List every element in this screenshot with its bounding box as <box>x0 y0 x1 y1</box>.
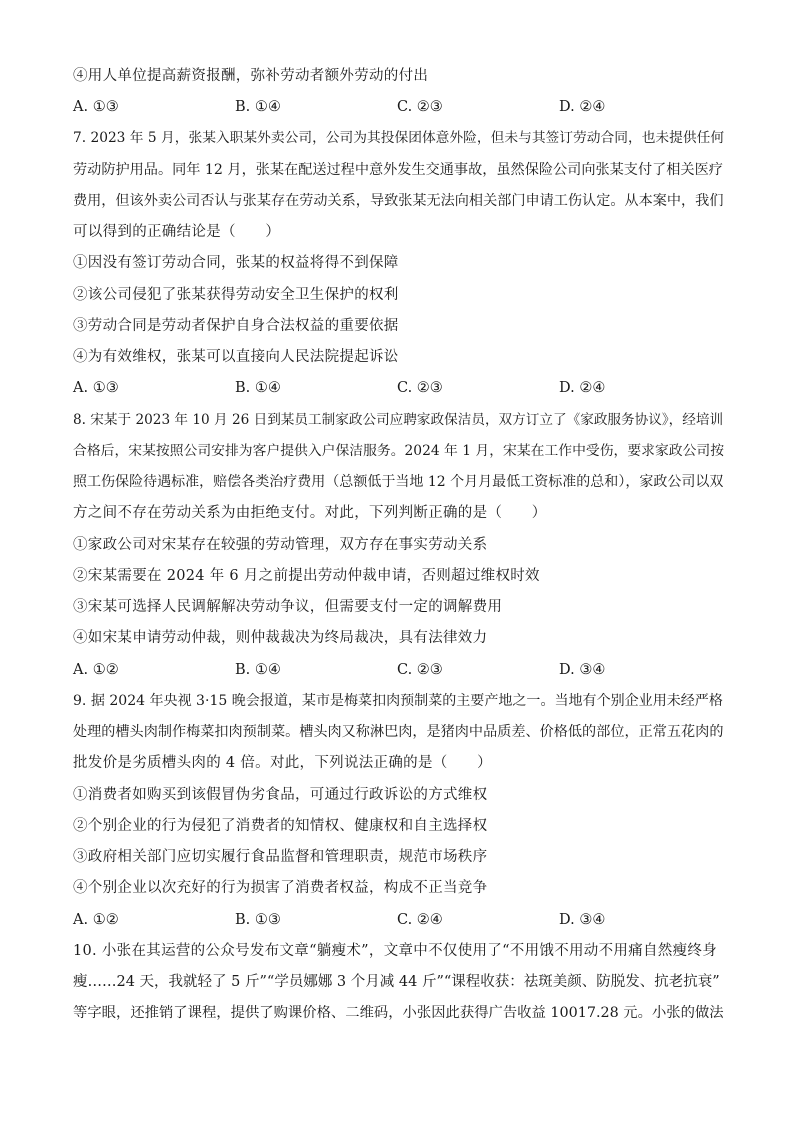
q8-option-c[interactable]: C. ②③ <box>397 662 443 678</box>
q9-option-b[interactable]: B. ①③ <box>235 912 281 928</box>
q9-option-c[interactable]: C. ②④ <box>397 912 443 928</box>
q7-stem-line: 7. 2023 年 5 月，张某入职某外卖公司，公司为其投保团体意外险，但未与其签订劳动合同，也未提供任何 <box>73 130 725 146</box>
q7-item-4: ④为有效维权，张某可以直接向人民法院提起诉讼 <box>73 349 399 365</box>
q8-stem-line: 8. 宋某于 2023 年 10 月 26 日到某员工制家政公司应聘家政保洁员，双方订立了《家政服务协议》，经培训 <box>73 412 724 428</box>
q9-item-1: ①消费者如购买到该假冒伪劣食品，可通过行政诉讼的方式维权 <box>73 787 488 803</box>
q8-option-a[interactable]: A. ①② <box>73 662 119 678</box>
q6-option-b[interactable]: B. ①④ <box>235 99 281 115</box>
q10-stem-line: 等字眼，还推销了课程，提供了购课价格、二维码，小张因此获得广告收益 10017.28 元。小张的做法 <box>73 1005 724 1021</box>
q9-option-d[interactable]: D. ③④ <box>559 912 606 928</box>
q7-option-a[interactable]: A. ①③ <box>73 380 119 396</box>
q7-option-b[interactable]: B. ①④ <box>235 380 281 396</box>
q8-item-4: ④如宋某申请劳动仲裁，则仲裁裁决为终局裁决，具有法律效力 <box>73 630 488 646</box>
q7-stem-line: 费用，但该外卖公司否认与张某存在劳动关系，导致张某无法向相关部门申请工伤认定。从本案中，我们 <box>73 193 724 209</box>
q9-item-3: ③政府相关部门应切实履行食品监督和管理职责，规范市场秩序 <box>73 849 488 865</box>
q7-option-d[interactable]: D. ②④ <box>559 380 606 396</box>
q8-option-d[interactable]: D. ③④ <box>559 662 606 678</box>
q9-option-a[interactable]: A. ①② <box>73 912 119 928</box>
q10-stem-line: 瘦……24 天，我就轻了 5 斤”“学员娜娜 3 个月减 44 斤”“课程收获：祛斑美颜、防脱发、抗老抗衰” <box>73 974 720 990</box>
q7-stem-line: 可以得到的正确结论是（ ） <box>73 224 281 240</box>
q9-item-2: ②个别企业的行为侵犯了消费者的知情权、健康权和自主选择权 <box>73 818 488 834</box>
q7-item-3: ③劳动合同是劳动者保护自身合法权益的重要依据 <box>73 318 399 334</box>
q8-item-1: ①家政公司对宋某存在较强的劳动管理，双方存在事实劳动关系 <box>73 537 488 553</box>
q8-options <box>73 660 733 680</box>
q9-stem-line: 9. 据 2024 年央视 3·15 晚会报道，某市是梅菜扣肉预制菜的主要产地之一。当地有个别企业用未经严格 <box>73 693 723 709</box>
q6-option-d[interactable]: D. ②④ <box>559 99 606 115</box>
q10-stem-line: 10. 小张在其运营的公众号发布文章“躺瘦术”，文章中不仅使用了“不用饿不用动不用痛自然瘦终身 <box>73 943 718 959</box>
q8-item-3: ③宋某可选择人民调解解决劳动争议，但需要支付一定的调解费用 <box>73 599 503 615</box>
q7-item-2: ②该公司侵犯了张某获得劳动安全卫生保护的权利 <box>73 287 399 303</box>
q8-item-2: ②宋某需要在 2024 年 6 月之前提出劳动仲裁申请，否则超过维权时效 <box>73 568 540 584</box>
q8-option-b[interactable]: B. ①④ <box>235 662 281 678</box>
q7-options <box>73 378 733 398</box>
q6-option-c[interactable]: C. ②③ <box>397 99 443 115</box>
q9-item-4: ④个别企业以次充好的行为损害了消费者权益，构成不正当竞争 <box>73 880 488 896</box>
q7-stem-line: 劳动防护用品。同年 12 月，张某在配送过程中意外发生交通事故，虽然保险公司向张某支付了相关医疗 <box>73 162 723 178</box>
q8-stem-line: 合格后，宋某按照公司安排为客户提供入户保洁服务。2024 年 1 月，宋某在工作中受伤，要求家政公司按 <box>73 443 725 459</box>
q6-options <box>73 97 733 117</box>
q9-stem-line: 处理的槽头肉制作梅菜扣肉预制菜。槽头肉又称淋巴肉，是猪肉中品质差、价格低的部位，正常五花肉的 <box>73 724 724 740</box>
q6-option-a[interactable]: A. ①③ <box>73 99 119 115</box>
q8-stem-line: 照工伤保险待遇标准，赔偿各类治疗费用（总额低于当地 12 个月月最低工资标准的总和），家政公司以双 <box>73 474 724 490</box>
q8-stem-line: 方之间不存在劳动关系为由拒绝支付。对此，下列判断正确的是（ ） <box>73 505 547 521</box>
q7-item-1: ①因没有签订劳动合同，张某的权益将得不到保障 <box>73 255 399 271</box>
q6-item-4: ④用人单位提高薪资报酬，弥补劳动者额外劳动的付出 <box>73 68 429 84</box>
q9-stem-line: 批发价是劣质槽头肉的 4 倍。对此，下列说法正确的是（ ） <box>73 755 492 771</box>
q7-option-c[interactable]: C. ②③ <box>397 380 443 396</box>
q9-options <box>73 910 733 930</box>
